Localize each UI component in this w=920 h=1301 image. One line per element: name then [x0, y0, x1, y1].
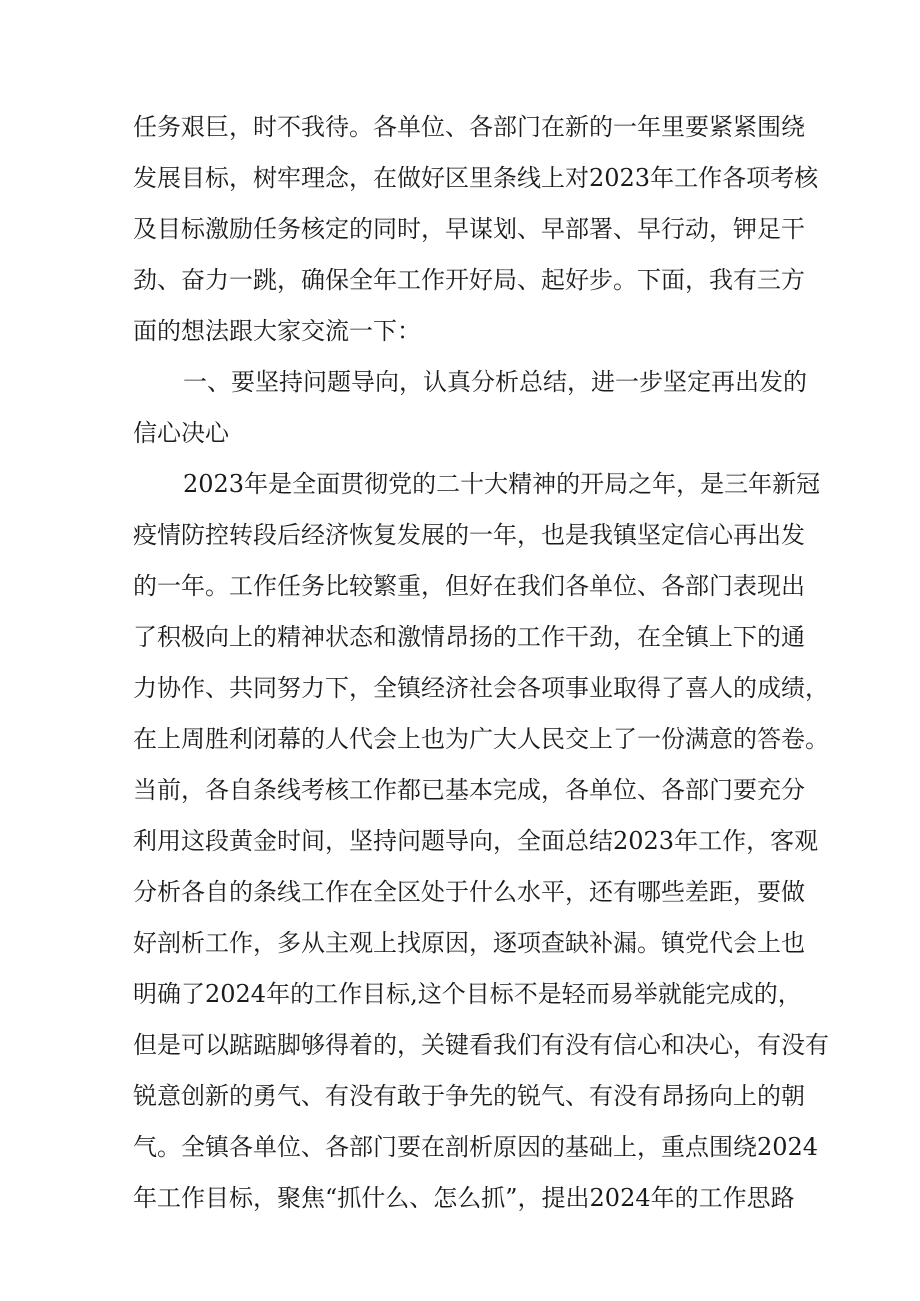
text-line: 面的想法跟大家交流一下：	[133, 317, 421, 345]
section-heading-line: 一、要坚持问题导向，认真分析总结，进一步坚定再出发的	[183, 368, 807, 396]
text-line: 发展目标，树牢理念，在做好区里条线上对2023年工作各项考核	[133, 164, 819, 192]
text-line: 劲、奋力一跳，确保全年工作开好局、起好步。下面，我有三方	[133, 266, 805, 294]
text-line: 力协作、共同努力下，全镇经济社会各项事业取得了喜人的成绩，	[133, 674, 829, 702]
text-line: 气。全镇各单位、各部门要在剖析原因的基础上，重点围绕2024	[133, 1133, 819, 1161]
text-line: 在上周胜利闭幕的人代会上也为广大人民交上了一份满意的答卷。	[133, 725, 829, 753]
text-line: 分析各自的条线工作在全区处于什么水平，还有哪些差距，要做	[133, 878, 805, 906]
text-line: 但是可以踮踮脚够得着的，关键看我们有没有信心和决心，有没有	[133, 1031, 829, 1059]
text-line: 任务艰巨，时不我待。各单位、各部门在新的一年里要紧紧围绕	[133, 113, 805, 141]
text-line: 锐意创新的勇气、有没有敢于争先的锐气、有没有昂扬向上的朝	[133, 1082, 805, 1110]
text-line: 利用这段黄金时间，坚持问题导向，全面总结2023年工作，客观	[133, 827, 819, 855]
text-line: 明确了2024年的工作目标,这个目标不是轻而易举就能完成的，	[133, 980, 802, 1008]
text-line: 疫情防控转段后经济恢复发展的一年，也是我镇坚定信心再出发	[133, 521, 805, 549]
text-line: 2023年是全面贯彻党的二十大精神的开局之年，是三年新冠	[183, 470, 821, 498]
text-line: 年工作目标，聚焦“抓什么、怎么抓”，提出2024年的工作思路	[133, 1184, 795, 1212]
text-line: 及目标激励任务核定的同时，早谋划、早部署、早行动，钾足干	[133, 215, 805, 243]
text-line: 当前，各自条线考核工作都已基本完成，各单位、各部门要充分	[133, 776, 805, 804]
section-heading-line: 信心决心	[133, 419, 229, 447]
text-line: 了积极向上的精神状态和激情昂扬的工作干劲，在全镇上下的通	[133, 623, 805, 651]
text-line: 好剖析工作，多从主观上找原因，逐项查缺补漏。镇党代会上也	[133, 929, 805, 957]
text-line: 的一年。工作任务比较繁重，但好在我们各单位、各部门表现出	[133, 572, 805, 600]
